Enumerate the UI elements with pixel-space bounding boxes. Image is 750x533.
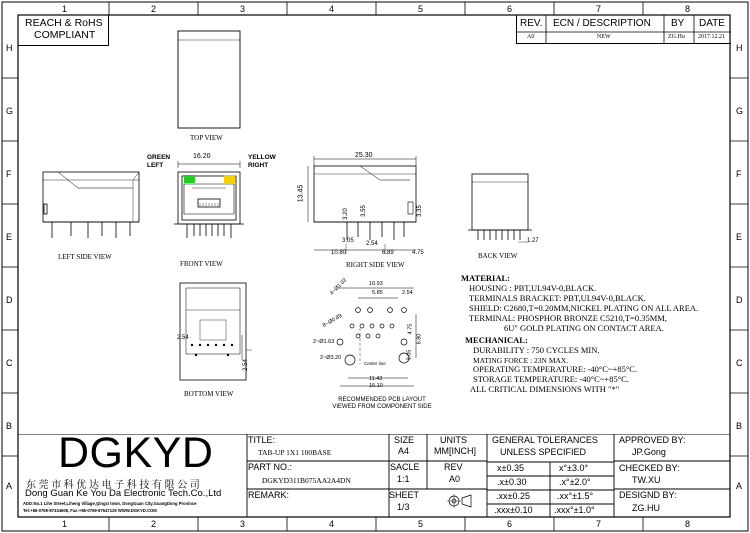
compliance-line2: COMPLIANT: [34, 29, 96, 41]
rev-block-value: A0: [449, 474, 461, 484]
mechanical-notes: [465, 336, 725, 395]
pcb-dim-8: 4.75: [407, 323, 414, 335]
company-contact: Tel:+86-0769-87334608, Fax:+86-0769-87647129 WWW.DGKYD.COM: [23, 508, 157, 513]
date-header: DATE: [699, 18, 725, 29]
grid-col-label: 3: [240, 519, 246, 529]
pcb-caption: [332, 397, 432, 411]
rs-dim-7: 6.89: [382, 250, 394, 256]
rs-length-dim: 25.30: [355, 152, 373, 159]
bottom-view-label: BOTTOM VIEW: [184, 390, 234, 398]
yellow-led-label-line2: RIGHT: [248, 162, 269, 169]
company-address: ADD:No.1 Lihe Street,Liheng Village,Qingxi town, DongGuan City,GuangDong Province: [23, 501, 197, 506]
grid-col-label: 6: [507, 519, 513, 529]
tolerance-title-1: GENERAL TOLERANCES: [492, 435, 598, 445]
tolerance-linear: .xxx±0.10: [494, 505, 533, 515]
mechanical-line: STORAGE TEMPERATURE: -40°C~+85°C.: [473, 374, 629, 385]
rs-dim-6: 10.80: [331, 250, 347, 256]
projection-symbol-icon: [447, 492, 473, 510]
grid-row-label: C: [736, 358, 743, 368]
scale-value: 1:1: [397, 474, 410, 484]
tolerance-angular: .xx°±1.5°: [557, 491, 594, 501]
ecn-header: ECN / DESCRIPTION: [553, 18, 651, 29]
grid-row-label: F: [736, 169, 742, 179]
left-side-view-drawing: [38, 168, 144, 244]
top-view-label: TOP VIEW: [190, 134, 223, 142]
tolerance-linear: x±0.35: [497, 463, 524, 473]
rev-label: REV: [444, 462, 463, 472]
pcb-dim-10: 3.05: [406, 349, 413, 361]
title-value: TAB-UP 1X1 100BASE: [258, 448, 332, 457]
grid-row-label: A: [736, 481, 743, 491]
grid-row-label: H: [736, 43, 743, 53]
material-line: HOUSING : PBT,UL94V-0,BLACK.: [469, 283, 597, 293]
grid-col-label: 4: [329, 4, 335, 14]
part-no-label: PART NO.:: [248, 462, 293, 472]
mechanical-heading: MECHANICAL:: [465, 335, 528, 345]
pcb-caption-line1: RECOMMENDED PCB LAYOUT: [338, 397, 426, 403]
grid-row-label: D: [736, 295, 743, 305]
company-logo: DGKYD: [58, 429, 214, 477]
company-en-name: Dong Guan Ke You Da Electronic Tech.Co.,Ltd: [25, 488, 222, 499]
green-led-label-line2: LEFT: [147, 162, 164, 169]
mechanical-line: MATING FORCE : 23N MAX.: [473, 355, 569, 365]
grid-col-label: 8: [685, 4, 691, 14]
grid-col-label: 7: [596, 4, 602, 14]
title-label: TITLE:: [248, 435, 276, 445]
date-value: 2017.12.21: [698, 34, 725, 40]
rev-value: A0: [527, 34, 535, 40]
yellow-led-swatch: [224, 175, 235, 183]
front-width-dim: 16.20: [193, 153, 211, 160]
designed-by-label: DESIGND BY:: [619, 490, 677, 500]
grid-col-label: 5: [418, 519, 424, 529]
units-label: UNITS: [440, 435, 467, 445]
rs-dim-3: 3.35: [416, 205, 423, 217]
mechanical-line: ALL CRITICAL DIMENSIONS WITH "*": [470, 383, 620, 394]
remark-label: REMARK:: [248, 490, 290, 500]
mechanical-line: OPERATING TEMPERATURE: -40°C~+85°C.: [473, 364, 638, 375]
pcb-dim-4: 2.54: [402, 290, 413, 296]
grid-col-label: 8: [685, 519, 691, 529]
rs-dim-1: 3.20: [342, 208, 349, 220]
sheet-value: 1/3: [397, 502, 410, 512]
grid-col-label: 1: [62, 519, 68, 529]
front-view-label: FRONT VIEW: [180, 260, 223, 268]
grid-col-label: 2: [151, 4, 157, 14]
approved-by-label: APPROVED BY:: [619, 435, 686, 445]
back-view-drawing: [462, 168, 538, 248]
grid-row-label: C: [6, 358, 13, 368]
rev-header: REV.: [520, 18, 543, 29]
grid-col-label: 4: [329, 519, 335, 529]
approved-by-value: JP.Gong: [632, 447, 666, 457]
pcb-dim-5: 8~Ø0.89: [321, 313, 344, 329]
pcb-dim-1: 4~Ø1.02: [328, 277, 349, 297]
size-label: SIZE: [394, 435, 415, 445]
designed-by-value: ZG.HU: [632, 503, 660, 513]
tolerance-angular: .x°±2.0°: [559, 477, 591, 487]
by-header: BY: [671, 18, 685, 29]
grid-row-label: D: [6, 295, 13, 305]
pcb-dim-7: 2~Ø3.20: [320, 355, 342, 361]
back-pitch-dim: 1.27: [527, 238, 539, 244]
grid-row-label: B: [6, 421, 13, 431]
units-value: MM[INCH]: [434, 446, 476, 456]
rs-height-dim: 13.45: [297, 184, 305, 203]
top-view-drawing: [172, 28, 248, 132]
back-view-label: BACK VIEW: [478, 252, 518, 260]
bottom-dim-2: 2.54: [242, 359, 249, 371]
front-view-drawing: [170, 158, 248, 246]
grid-col-label: 2: [151, 519, 157, 529]
grid-row-label: B: [736, 421, 743, 431]
material-line: TERMINALS BRACKET: PBT,UL94V-0,BLACK.: [469, 293, 646, 303]
grid-col-label: 1: [62, 4, 68, 14]
grid-col-label: 3: [240, 4, 246, 14]
grid-col-label: 6: [507, 4, 513, 14]
material-notes: [461, 273, 729, 333]
green-led-label: [147, 154, 170, 170]
pcb-dim-3: 5.85: [372, 290, 383, 296]
pcb-dim-11: 11.43: [369, 376, 383, 382]
ecn-value: NEW: [597, 34, 611, 40]
mechanical-line: DURABILITY : 750 CYCLES MIN.: [473, 344, 600, 355]
material-line: 6U" GOLD PLATING ON CONTACT AREA.: [504, 323, 664, 333]
rs-dim-5: 2.54: [366, 241, 378, 247]
tolerance-angular: .xxx°±1.0°: [554, 505, 595, 515]
compliance-box: [18, 15, 109, 46]
revision-table: [516, 15, 731, 44]
grid-col-label: 7: [596, 519, 602, 529]
green-led-label-line1: GREEN: [147, 154, 171, 161]
pcb-dim-2: 10.93: [369, 281, 383, 287]
by-value: ZG.Hu: [668, 34, 685, 40]
grid-row-label: F: [6, 169, 12, 179]
rs-dim-8: 4.75: [412, 250, 424, 256]
pcb-dim-12: 16.10: [369, 383, 383, 389]
material-line: TERMINAL: PHOSPHOR BRONZE C5210,T=0.35MM,: [469, 313, 667, 323]
material-heading: MATERIAL:: [461, 273, 510, 283]
material-line: SHIELD: C2680,T=0.20MM,NICKEL PLATING ON ALL AREA.: [469, 303, 699, 313]
grid-row-label: G: [736, 106, 744, 116]
left-side-view-label: LEFT SIDE VIEW: [58, 253, 112, 261]
part-no-value: DGKYD311B075AA2A4DN: [262, 476, 351, 485]
yellow-led-label: [248, 154, 276, 170]
pcb-dim-9: 6.80: [416, 333, 423, 345]
pcb-center-line: Center line: [364, 361, 386, 366]
tolerance-linear: .xx±0.25: [496, 491, 530, 501]
grid-row-label: E: [6, 232, 13, 242]
size-value: A4: [398, 446, 410, 456]
tolerance-linear: .x±0.30: [497, 477, 527, 487]
right-side-view-label: RIGHT SIDE VIEW: [346, 261, 405, 269]
pcb-caption-line2: VIEWED FROM COMPONENT SIDE: [332, 404, 432, 410]
compliance-line1: REACH & RoHS: [25, 17, 103, 29]
checked-by-label: CHECKED BY:: [619, 463, 680, 473]
green-led-swatch: [184, 175, 195, 183]
tolerance-angular: x°±3.0°: [559, 463, 589, 473]
bottom-dim-1: 2.54: [177, 335, 189, 341]
tolerance-title-2: UNLESS SPECIFIED: [500, 447, 587, 457]
company-cn-name: 东莞市科优达电子科技有限公司: [26, 480, 203, 491]
sheet-label: SHEET: [389, 490, 420, 500]
checked-by-value: TW.XU: [632, 475, 661, 485]
grid-row-label: E: [736, 232, 743, 242]
grid-row-label: H: [6, 43, 13, 53]
rs-dim-4: 3.05: [342, 238, 354, 244]
rs-dim-2: 3.55: [360, 205, 367, 217]
grid-row-label: A: [6, 481, 13, 491]
grid-col-label: 5: [418, 4, 424, 14]
grid-row-label: G: [6, 106, 14, 116]
yellow-led-label-line1: YELLOW: [248, 154, 276, 161]
scale-label: SACLE: [390, 462, 420, 472]
pcb-dim-6: 2~Ø1.63: [313, 339, 335, 345]
